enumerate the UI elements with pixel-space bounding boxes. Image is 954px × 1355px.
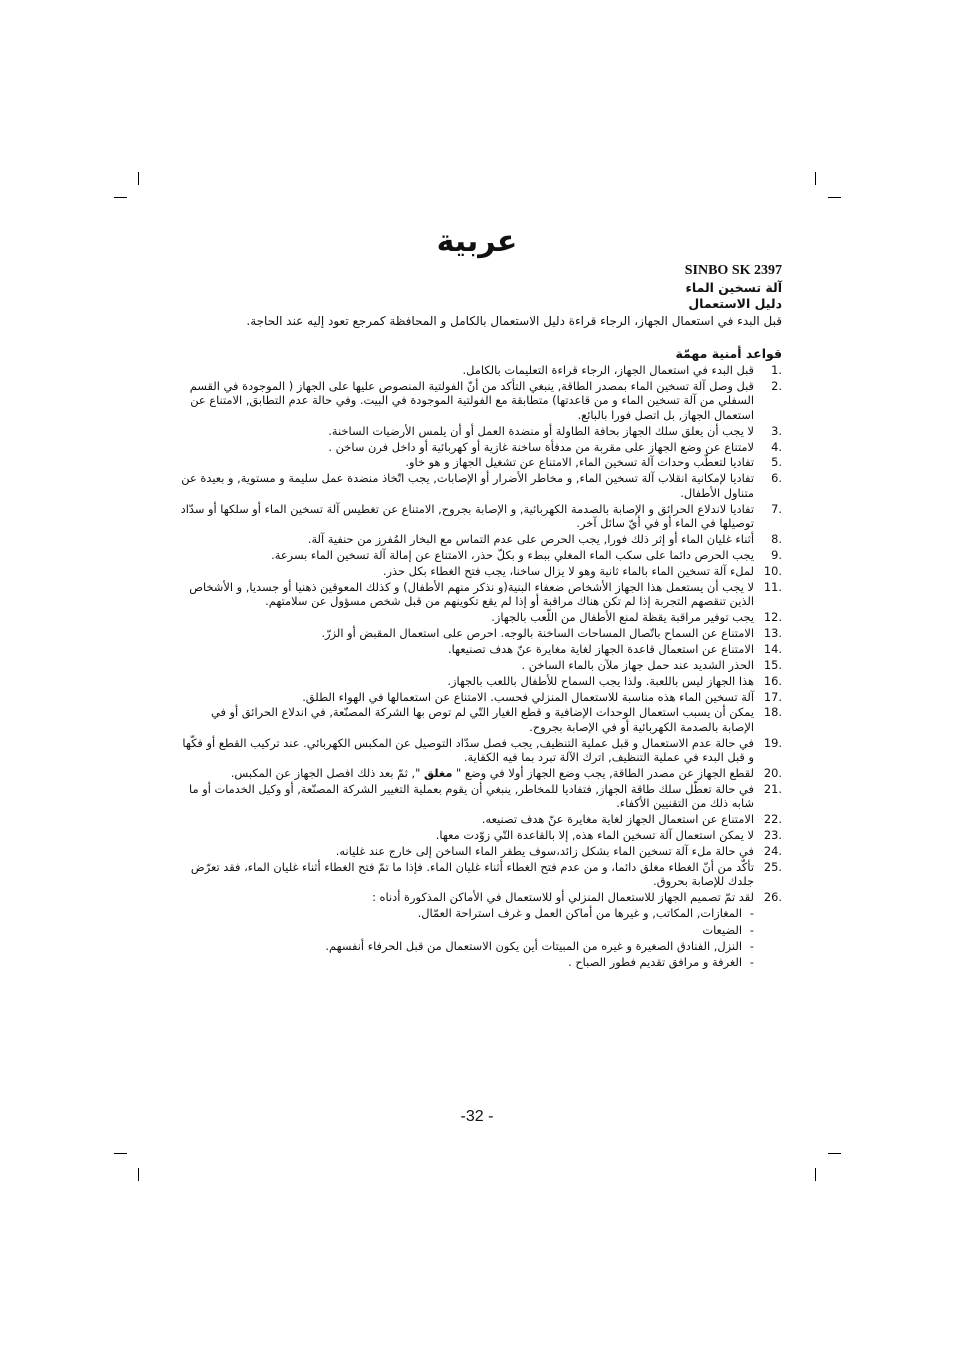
list-item [178,471,782,500]
product-name: آلة تسخين الماء [685,280,782,295]
item-number: 15. [763,657,782,672]
item-text: تفاديا لتعطّب وحدات آلة تسخين الماء, الامتناع عن تشغيل الجهاز و هو خاو. [405,455,754,470]
item-text: قبل البدء في استعمال الجهاز، الرجاء قراءة التعليمات بالكامل. [462,363,754,377]
item-text: آلة تسخين الماء هذه مناسبة للاستعمال المنزلي فحسب. الامتناع عن استعمالها في الهواء الطلق. [302,689,754,704]
item-number: 6. [771,471,782,486]
list-item [178,455,782,469]
item-number: 1. [771,363,782,377]
list-item [178,812,782,826]
item-text: هذا الجهاز ليس باللعبة. ولذا يجب السماح للأطفال باللعب بالجهاز. [447,673,754,688]
list-item: - النزل, الفنادق الصغيرة و غيره من المبيتات أين يكون الاستعمال من قبل الحرفاء أنفسهم. [178,939,754,953]
item-number: 10. [763,563,782,578]
list-item [178,766,782,780]
crop-mark [138,1168,139,1181]
crop-mark [114,197,127,198]
item-text: يجب توفير مراقبة يقظة لمنع الأطفال من اللّعب بالجهاز. [491,610,754,624]
item-number: 4. [771,439,782,454]
item-number: 16. [763,673,782,688]
item-number: 2. [771,378,782,393]
language-title: عربية [436,224,518,259]
list-item [178,658,782,672]
item-number: 14. [763,641,782,656]
item-text: الامتناع عن السماح باتّصال المساحات الساخنة بالوجه. احرص على استعمال المقبض أو الزرّ. [321,625,754,640]
safety-heading: قواعد أمنية مهمّة [675,346,782,361]
item-text: قبل وصل آلة تسخين الماء بمصدر الطاقة, ينبغي التأكد من أنّ الفولتية المنصوص عليها على الجهاز ( الموجودة في القسم السفلي من آلة تسخين الماء و من قاعدتها) متطابقة مع الفولتية الموجودة في البيت. وفي حالة عدم التطابق, الامتناع عن استعمال الجهاز, بل اتصل فورا بالبائع. [189,378,754,422]
item-number: 23. [763,828,782,843]
list-item: - الضيعات [178,923,754,937]
item-number: 9. [771,547,782,562]
list-item [178,363,782,377]
list-item [178,379,782,422]
safety-rules-list [178,363,782,905]
item-text: لا يمكن استعمال آلة تسخين الماء هذه, إلا بالقاعدة التّي زوّدت معها. [435,828,754,843]
item-number: 26. [763,890,782,905]
item-number: 21. [763,781,782,796]
item-text: لا يجب أن يستعمل هذا الجهاز الأشخاص ضعفاء البنية(و نذكر منهم الأطفال) و كذلك المعوقين ذهنيا أو جسديا, و الأشخاص الذين تنقصهم التجربة إذا لم تكن هناك مراقبة أو إذا لم يقع تكوينهم من قبل شخص مسؤول عن سلامتهم. [189,579,754,609]
list-item [178,502,782,531]
item-text: تفاديا لاندلاع الحرائق و الإصابة بالصدمة الكهربائية, و الإصابة بجروح, الامتناع عن تغطيس آلة تسخين الماء أو سلكها أو سدّاد توصيلها في الماء أو في أيّ سائل آخر. [180,501,754,531]
item-text: لامتناع عن وضع الجهاز على مقربة من مدفأة ساخنة غازية أو كهربائية أو داخل فرن ساخن . [328,439,754,454]
list-item [178,548,782,562]
crop-mark [815,1168,816,1181]
list-item [178,440,782,454]
item-text: الامتناع عن استعمال قاعدة الجهاز لغاية مغايرة عنّ هدف تصنيعها. [447,641,754,656]
list-item [178,642,782,656]
list-item [178,580,782,609]
list-item [178,564,782,578]
item-text: لا يجب أن يعلق سلك الجهاز بحافة الطاولة أو منضدة العمل أو أن يلمس الأرضيات الساخنة. [328,423,754,438]
item-number: 20. [763,766,782,781]
model-name: SINBO SK 2397 [684,263,782,278]
list-item [178,674,782,688]
item-text: أثناء غليان الماء أو إثر ذلك فورا, يجب الحرص على عدم التماس مع البخار المُفرز من حنفية آلة. [307,531,754,546]
item-text-after: ", ثمّ بعد ذلك افصل الجهاز عن المكبس. [230,766,425,781]
item-text: لقد تمّ تصميم الجهاز للاستعمال المنزلي أو للاستعمال في الأماكن المذكورة أدناه : [372,890,754,905]
item-text: في حالة عدم الاستعمال و قبل عملية التنظيف, يجب فصل سدّاد التوصيل عن المكبس الكهربائي. عند تركيب القطع أو فكّها و قبل البدء في عملية التنظيف, اترك الآلة تبرد بما فيه الكفاية. [182,735,754,765]
intro-text: قبل البدء في استعمال الجهاز، الرجاء قراءة دليل الاستعمال بالكامل و المحافظة كمرجع تعود إليه عند الحاجة. [246,314,782,328]
list-item: - الغرفة و مرافق تقديم فطور الصباح . [178,955,754,969]
list-item [178,626,782,640]
list-item [178,532,782,546]
item-number: 17. [763,689,782,704]
item-number: 8. [771,531,782,546]
list-item [178,782,782,811]
item-number: 12. [763,610,782,624]
crop-mark [828,197,841,198]
item-number: 25. [763,860,782,874]
item-text: يجب الحرص دائما على سكب الماء المغلي ببطء و بكلّ حذر، الامتناع عن إمالة آلة تسخين الماء بسرعة. [271,547,754,562]
crop-mark [815,172,816,185]
item-number: 18. [763,705,782,720]
page-number: -32 - [460,1108,494,1125]
usage-places-list [178,906,782,970]
item-text: في حالة ملء آلة تسخين الماء بشكل زائد،سوف يطفر الماء الساخن إلى خارج عند غليانه. [335,844,754,859]
list-item [178,610,782,624]
item-text: في حالة تعطّل سلك طاقة الجهاز, فتفاديا للمخاطر, ينبغي أن يقوم بعملية التغيير الشركة المصنّعة, أو وكيل الخدمات أو ما شابه ذلك من التقنيين الأكفاء. [189,781,754,811]
item-number: 13. [763,625,782,640]
list-item [178,890,782,904]
item-text: لملء آلة تسخين الماء بالماء ثانية وهو لا يزال ساخنا، يجب فتح الغطاء بكل حذر. [382,563,754,578]
list-item [178,705,782,734]
list-item [178,690,782,704]
item-number: 19. [763,735,782,750]
item-number: 5. [771,455,782,470]
item-text: الحذر الشديد عند حمل جهاز ملآن بالماء الساخن . [521,657,754,672]
item-text-before: لقطع الجهاز عن مصدر الطاقة, يجب وضع الجهاز أولا في وضع " [452,766,754,781]
list-item [178,828,782,842]
item-number: 24. [763,844,782,859]
off-position-label: مغلق [424,766,453,781]
list-item [178,736,782,765]
item-number: 22. [763,812,782,827]
list-item [178,844,782,858]
crop-mark [138,172,139,185]
list-item [178,424,782,438]
item-text: تأكّد من أنّ الغطاء مغلق دائما، و من عدم فتح الغطاء أثناء غليان الماء. فإذا ما تمّ فتح الغطاء أثناء غليان الماء، فقد تعرّض جلدك للإصابة بحروق. [190,860,754,889]
item-number: 11. [763,579,782,594]
item-text: تفاديا لإمكانية انقلاب آلة تسخين الماء, و مخاطر الأضرار أو الإصابات, يجب اتّخاذ منضدة عمل سليمة و مستوية, و بعيدة عن متناول الأطفال. [181,471,754,500]
list-item [178,860,782,889]
crop-mark [114,1153,127,1154]
list-item: - المغازات, المكاتب, و غيرها من أماكن العمل و غرف استراحة العمّال. [178,906,754,920]
item-number: 7. [771,501,782,516]
manual-label: دليل الاستعمال [688,296,782,311]
item-text: يمكن أن يسبب استعمال الوحدات الإضافية و قطع الغيار التّي لم توص بها الشركة المصنّعة, في اندلاع الحرائق أو في الإصابة بالصدمة الكهربائية أو في الإصابة بجروح. [210,705,754,734]
item-text: الامتناع عن استعمال الجهاز لغاية مغايرة عنّ هدف تصنيعه. [481,812,754,827]
manual-content [178,262,782,972]
item-number: 3. [771,423,782,438]
crop-mark [828,1153,841,1154]
